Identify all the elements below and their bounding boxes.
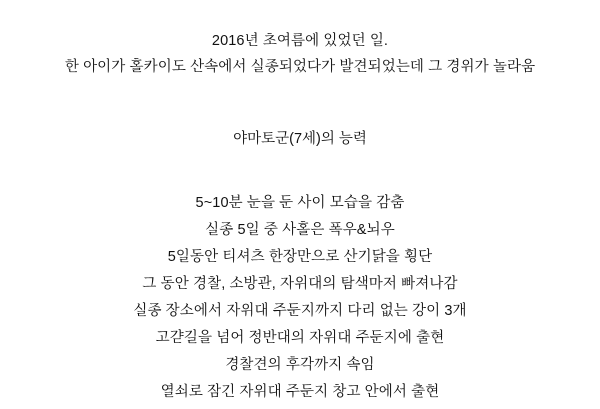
intro-block <box>65 28 535 80</box>
list-item: 5일동안 티셔츠 한장만으로 산기닭을 횡단 <box>167 249 433 265</box>
list-item: 실종 5일 중 사홀은 폭우&뇌우 <box>205 222 395 238</box>
list-item: 5~10분 눈을 둔 사이 모습을 감춤 <box>195 195 405 211</box>
list-item: 경찰견의 후각까지 속임 <box>225 357 375 373</box>
list-item: 열쇠로 잠긴 자위대 주둔지 창고 안에서 출현 <box>160 384 440 400</box>
document-heading: 야마토군(7세)의 능력 <box>233 131 367 147</box>
list-item: 실종 장소에서 자위대 주둔지까지 다리 없는 강이 3개 <box>133 303 467 319</box>
intro-line-2: 한 아이가 홀카이도 산속에서 실종되었다가 발견되었는데 그 경위가 놀라움 <box>64 59 536 75</box>
intro-line-1: 2016년 초여름에 있었던 일. <box>211 33 389 49</box>
ability-list <box>133 190 466 406</box>
list-item: 그 동안 경찰, 소방관, 자위대의 탐색마저 빠져나감 <box>142 276 458 292</box>
list-item: 고갿길을 넘어 정반대의 자위대 주둔지에 출현 <box>155 330 445 346</box>
